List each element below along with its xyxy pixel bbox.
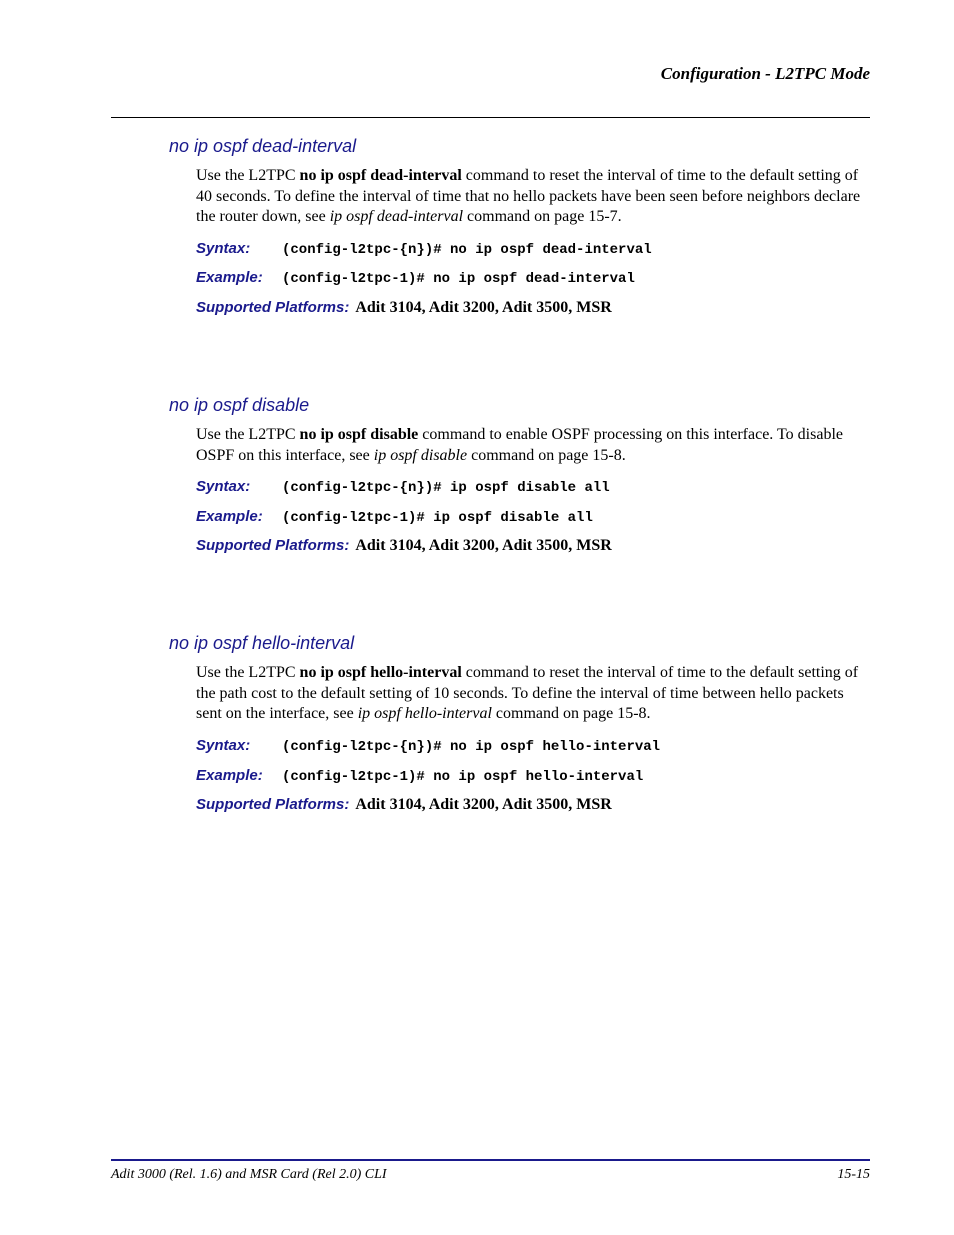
syntax-code: (config-l2tpc-{n})# ip ospf disable all: [282, 480, 610, 496]
desc-reference: ip ospf hello-interval: [357, 705, 492, 722]
desc-text: command on page 15-8.: [467, 446, 626, 464]
footer-divider: [111, 1159, 870, 1161]
desc-text: Use the L2TPC: [196, 426, 300, 443]
platforms-row: [196, 796, 612, 814]
example-code: (config-l2tpc-1)# no ip ospf hello-interval: [282, 769, 644, 785]
platforms-label: Supported Platforms:: [196, 796, 350, 813]
example-label: Example:: [196, 508, 263, 525]
syntax-code: (config-l2tpc-{n})# no ip ospf hello-interval: [282, 739, 661, 755]
section-description: [196, 663, 870, 725]
desc-reference: ip ospf dead-interval: [329, 208, 464, 225]
desc-text: command on page 15-7.: [463, 208, 622, 225]
example-code: (config-l2tpc-1)# no ip ospf dead-interval: [282, 271, 635, 287]
platforms-label: Supported Platforms:: [196, 299, 350, 316]
syntax-label: Syntax:: [196, 737, 251, 754]
page-header-title: Configuration - L2TPC Mode: [660, 64, 870, 83]
section-description: [196, 166, 870, 228]
syntax-row: [196, 737, 660, 755]
example-row: [196, 269, 635, 287]
platforms-label: Supported Platforms:: [196, 537, 350, 554]
example-code: (config-l2tpc-1)# ip ospf disable all: [282, 510, 593, 526]
syntax-row: [196, 240, 652, 258]
desc-text: command to reset the interval of time to the default setting of 40 seconds. To define the interval of time that no hello packets have been seen before neighbors declare the router down, see: [196, 167, 861, 225]
section-description: [196, 425, 870, 466]
section-no-ip-ospf-dead-interval: [0, 136, 954, 326]
platforms-row: [196, 299, 612, 317]
example-row: [196, 508, 593, 526]
desc-command: no ip ospf disable: [299, 426, 419, 443]
example-row: [196, 767, 643, 785]
platforms-row: [196, 537, 612, 555]
syntax-row: [196, 478, 610, 496]
syntax-label: Syntax:: [196, 240, 251, 257]
desc-text: command on page 15-8.: [491, 705, 651, 722]
section-title: no ip ospf disable: [169, 395, 310, 415]
desc-reference: ip ospf disable: [373, 446, 468, 464]
syntax-label: Syntax:: [196, 478, 251, 495]
example-label: Example:: [196, 767, 263, 784]
syntax-code: (config-l2tpc-{n})# no ip ospf dead-interval: [282, 242, 652, 258]
section-title: no ip ospf dead-interval: [169, 136, 357, 156]
desc-text: command to reset the interval of time to the default setting of the path cost to the default setting of 10 seconds. To define the interval of time between hello packets sent on the interface, see: [196, 664, 859, 722]
section-title: no ip ospf hello-interval: [169, 633, 355, 653]
platforms-value: Adit 3104, Adit 3200, Adit 3500, MSR: [355, 537, 612, 554]
section-no-ip-ospf-disable: [0, 395, 954, 565]
desc-text: Use the L2TPC: [196, 167, 300, 184]
desc-command: no ip ospf hello-interval: [299, 664, 462, 681]
header-divider: [111, 117, 870, 118]
example-label: Example:: [196, 269, 263, 286]
platforms-value: Adit 3104, Adit 3200, Adit 3500, MSR: [355, 299, 612, 316]
desc-command: no ip ospf dead-interval: [299, 167, 462, 184]
desc-text: Use the L2TPC: [196, 664, 300, 681]
footer-page-number: 15-15: [837, 1167, 870, 1182]
platforms-value: Adit 3104, Adit 3200, Adit 3500, MSR: [355, 796, 612, 813]
desc-text: command to enable OSPF processing on this interface. To disable OSPF on this interface, see: [196, 426, 843, 464]
section-no-ip-ospf-hello-interval: [0, 633, 954, 823]
footer-document-title: Adit 3000 (Rel. 1.6) and MSR Card (Rel 2.0) CLI: [111, 1167, 387, 1182]
